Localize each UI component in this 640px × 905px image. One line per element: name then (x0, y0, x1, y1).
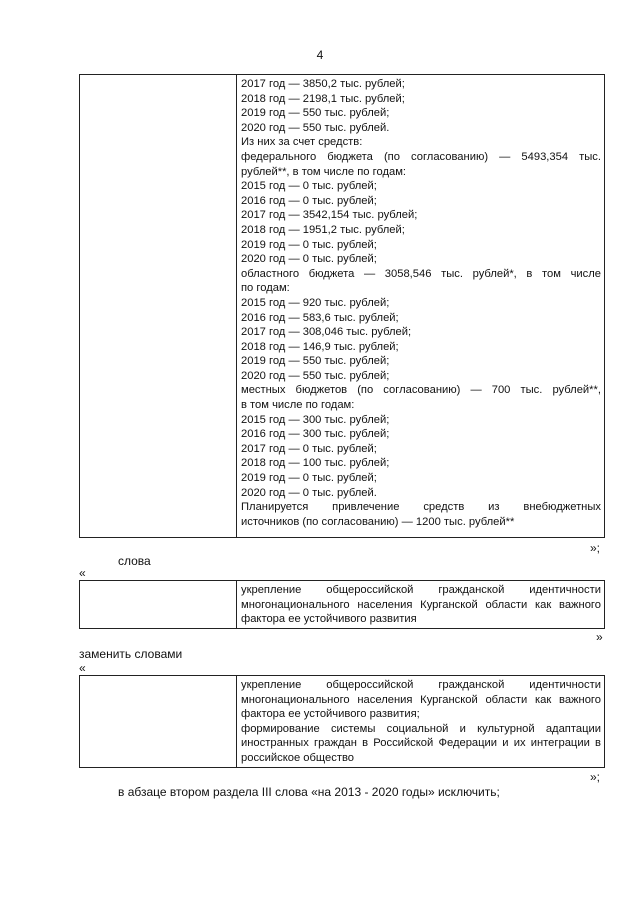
old-text-right-cell (237, 581, 605, 629)
new-text-paragraph: формирование системы социальной и культурной адаптации иностранных граждан в Российской Федерации и их интеграции в российское общество (241, 722, 601, 764)
funding-line: 2018 год — 100 тыс. рублей; (241, 457, 390, 470)
funding-line: 2017 год — 0 тыс. рублей; (241, 442, 377, 455)
funding-line: 2015 год — 300 тыс. рублей; (241, 413, 390, 426)
funding-line: 2018 год — 146,9 тыс. рублей; (241, 340, 399, 353)
funding-line: рублей**, в том числе по годам: (241, 165, 406, 178)
funding-line: 2017 год — 3850,2 тыс. рублей; (241, 78, 405, 90)
funding-line: 2020 год — 550 тыс. рублей; (241, 369, 390, 382)
funding-line: 2019 год — 0 тыс. рублей; (241, 238, 377, 251)
funding-line: 2016 год — 583,6 тыс. рублей; (241, 311, 399, 324)
words-label: слова (118, 554, 151, 568)
closing-quote: » (596, 630, 603, 644)
funding-line: Планируется привлечение средств из внебюджетных (241, 501, 601, 514)
final-instruction: в абзаце втором раздела III слова «на 2013 - 2020 годы» исключить; (118, 785, 500, 799)
funding-table (79, 74, 605, 538)
old-text-paragraph: укрепление общероссийской гражданской идентичности многонационального населения Курганской области как важного фактора ее устойчивого развития (241, 584, 601, 626)
funding-line: 2019 год — 0 тыс. рублей; (241, 472, 377, 485)
funding-line: 2017 год — 308,046 тыс. рублей; (241, 326, 412, 339)
funding-line: областного бюджета — 3058,546 тыс. рублей*, в том числе (241, 267, 601, 280)
new-text-right-cell (237, 676, 605, 768)
replace-label: заменить словами (79, 647, 183, 661)
funding-line: Из них за счет средств: (241, 136, 363, 149)
funding-line: в том числе по годам: (241, 399, 355, 412)
funding-line: 2015 год — 920 тыс. рублей; (241, 296, 390, 309)
opening-quote: « (79, 566, 86, 580)
funding-line: 2016 год — 300 тыс. рублей; (241, 428, 390, 441)
funding-line: 2017 год — 3542,154 тыс. рублей; (241, 209, 418, 222)
funding-line: федерального бюджета (по согласованию) — 5493,354 тыс. (241, 150, 601, 163)
funding-line: 2015 год — 0 тыс. рублей; (241, 180, 377, 193)
funding-line: 2020 год — 550 тыс. рублей. (241, 121, 390, 134)
closing-quote: »; (590, 541, 601, 555)
funding-line: 2016 год — 0 тыс. рублей; (241, 194, 377, 207)
new-text-paragraph: укрепление общероссийской гражданской идентичности многонационального населения Курганской области как важного фактора ее устойчивого развития; (241, 679, 601, 721)
funding-line: 2020 год — 0 тыс. рублей. (241, 486, 377, 499)
funding-table-left-cell (80, 75, 237, 538)
new-text-left-cell (80, 676, 237, 768)
funding-line: 2018 год — 1951,2 тыс. рублей; (241, 223, 405, 236)
closing-quote: »; (590, 770, 601, 784)
funding-line: по годам: (241, 282, 290, 295)
old-text-left-cell (80, 581, 237, 629)
opening-quote: « (79, 661, 86, 675)
funding-table-right-cell (237, 75, 605, 538)
old-text-table (79, 580, 605, 629)
new-text-table (79, 675, 605, 768)
funding-line: 2018 год — 2198,1 тыс. рублей; (241, 92, 405, 105)
funding-line: 2019 год — 550 тыс. рублей; (241, 355, 390, 368)
funding-line: источников (по согласованию) — 1200 тыс. рублей** (241, 515, 515, 528)
page-number: 4 (316, 48, 324, 62)
funding-line: местных бюджетов (по согласованию) — 700 тыс. рублей**, (241, 384, 601, 397)
funding-line: 2020 год — 0 тыс. рублей; (241, 253, 377, 266)
funding-line: 2019 год — 550 тыс. рублей; (241, 107, 390, 120)
